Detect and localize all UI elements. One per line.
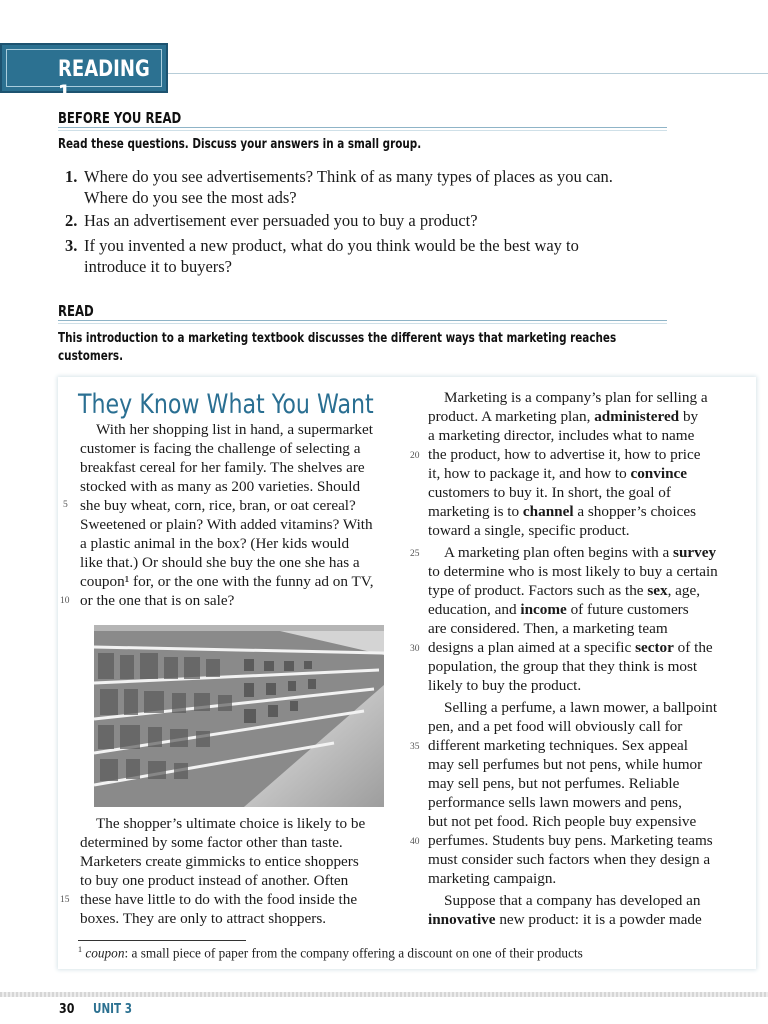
line-number: 40 bbox=[410, 837, 420, 847]
article-line: innovative new product: it is a powder made bbox=[428, 911, 702, 928]
article-line: Suppose that a company has developed an bbox=[444, 892, 701, 909]
article-line: different marketing techniques. Sex appeal bbox=[428, 737, 688, 754]
footer-rule bbox=[0, 992, 768, 997]
question-2 bbox=[65, 210, 685, 231]
article-line: population, the group that they think is most bbox=[428, 658, 698, 675]
question-number: 3. bbox=[65, 236, 78, 255]
article-line: are considered. Then, a marketing team bbox=[428, 620, 668, 637]
article-line: likely to buy the product. bbox=[428, 677, 582, 694]
question-line: Where do you see advertisements? Think of as many types of places as you can. bbox=[84, 167, 613, 186]
article-line: education, and income of future customers bbox=[428, 601, 689, 618]
question-3 bbox=[65, 235, 685, 277]
question-line: If you invented a new product, what do you think would be the best way to bbox=[84, 236, 579, 255]
supermarket-shelves-illustration bbox=[94, 625, 384, 807]
read-heading: READ bbox=[58, 302, 94, 320]
article-line: these have little to do with the food inside the bbox=[80, 891, 358, 908]
line-number: 5 bbox=[63, 500, 68, 510]
question-line: Where do you see the most ads? bbox=[84, 188, 297, 207]
question-number: 1. bbox=[65, 167, 78, 186]
line-number: 20 bbox=[410, 451, 420, 461]
article-line: marketing campaign. bbox=[428, 870, 557, 887]
article-line: or the one that is on sale? bbox=[80, 592, 235, 609]
article-line: to buy one product instead of another. Often bbox=[80, 872, 349, 889]
article-line: stocked with as many as 200 varieties. Should bbox=[80, 478, 361, 495]
article-line: A marketing plan often begins with a survey bbox=[444, 544, 717, 561]
before-you-read-instruction: Read these questions. Discuss your answers in a small group. bbox=[58, 137, 422, 152]
read-instruction-line: This introduction to a marketing textbook discusses the different ways that marketing reaches bbox=[58, 331, 617, 346]
article-line: determined by some factor other than taste. bbox=[80, 834, 343, 851]
page-number: 30 bbox=[59, 1002, 75, 1017]
article-line: designs a plan aimed at a specific sector of the bbox=[428, 639, 713, 656]
article-line: Selling a perfume, a lawn mower, a ballpoint bbox=[444, 699, 718, 716]
article-line: customer is facing the challenge of selecting a bbox=[80, 440, 361, 457]
line-number: 10 bbox=[60, 596, 70, 606]
article-line: type of product. Factors such as the sex, age, bbox=[428, 582, 701, 599]
line-number: 30 bbox=[410, 644, 420, 654]
article-title: They Know What You Want bbox=[78, 389, 374, 420]
unit-label: UNIT 3 bbox=[93, 1002, 132, 1017]
article-line: customers to buy it. In short, the goal of bbox=[428, 484, 671, 501]
footnote bbox=[78, 945, 583, 961]
read-instruction-line: customers. bbox=[58, 349, 124, 364]
article-line: toward a single, specific product. bbox=[428, 522, 630, 539]
article-line: The shopper’s ultimate choice is likely to be bbox=[96, 815, 366, 832]
question-1 bbox=[65, 166, 685, 208]
article-line: Marketing is a company’s plan for selling a bbox=[444, 389, 708, 406]
article-line: Sweetened or plain? With added vitamins? With bbox=[80, 516, 373, 533]
footnote-text: : a small piece of paper from the company offering a discount on one of their products bbox=[124, 945, 583, 961]
article-line: breakfast cereal for her family. The shelves are bbox=[80, 459, 365, 476]
supermarket-aisle-photo bbox=[94, 625, 384, 807]
article-line: a marketing director, includes what to name bbox=[428, 427, 695, 444]
article-line: like that.) Or should she buy the one she has a bbox=[80, 554, 360, 571]
line-number: 15 bbox=[60, 895, 70, 905]
footnote-rule bbox=[78, 940, 246, 941]
article-line: a plastic animal in the box? (Her kids would bbox=[80, 535, 350, 552]
article-line: marketing is to channel a shopper’s choices bbox=[428, 503, 697, 520]
reading-badge bbox=[0, 43, 168, 107]
article-line: boxes. They are only to attract shoppers. bbox=[80, 910, 327, 927]
article-line: but not pet food. Rich people buy expensive bbox=[428, 813, 697, 830]
article-line: the product, how to advertise it, how to price bbox=[428, 446, 701, 463]
article-line: With her shopping list in hand, a supermarket bbox=[96, 421, 373, 438]
line-number: 35 bbox=[410, 742, 420, 752]
article-line: product. A marketing plan, administered by bbox=[428, 408, 699, 425]
article-line: perfumes. Students buy pens. Marketing teams bbox=[428, 832, 713, 849]
footnote-term: coupon bbox=[85, 945, 125, 961]
reading-badge-label: READING 1 bbox=[58, 57, 150, 107]
article-line: to determine who is most likely to buy a certain bbox=[428, 563, 718, 580]
question-line: Has an advertisement ever persuaded you to buy a product? bbox=[84, 211, 478, 230]
question-line: introduce it to buyers? bbox=[84, 257, 233, 276]
line-number: 25 bbox=[410, 549, 420, 559]
article-line: it, how to package it, and how to convince bbox=[428, 465, 687, 482]
article-line: may sell pens, but not perfumes. Reliable bbox=[428, 775, 680, 792]
header-divider bbox=[168, 73, 768, 74]
section-rule bbox=[58, 320, 667, 324]
article-line: she buy wheat, corn, rice, bran, or oat cereal? bbox=[80, 497, 356, 514]
section-rule bbox=[58, 127, 667, 131]
question-number: 2. bbox=[65, 211, 78, 230]
article-line: Marketers create gimmicks to entice shoppers bbox=[80, 853, 359, 870]
article-line: pen, and a pet food will obviously call for bbox=[428, 718, 683, 735]
article-line: coupon¹ for, or the one with the funny ad on TV, bbox=[80, 573, 374, 590]
footnote-marker: 1 bbox=[78, 945, 82, 954]
before-you-read-heading: BEFORE YOU READ bbox=[58, 109, 182, 127]
article-line: must consider such factors when they design a bbox=[428, 851, 711, 868]
article-line: may sell perfumes but not pens, while humor bbox=[428, 756, 703, 773]
article-line: performance sells lawn mowers and pens, bbox=[428, 794, 682, 811]
